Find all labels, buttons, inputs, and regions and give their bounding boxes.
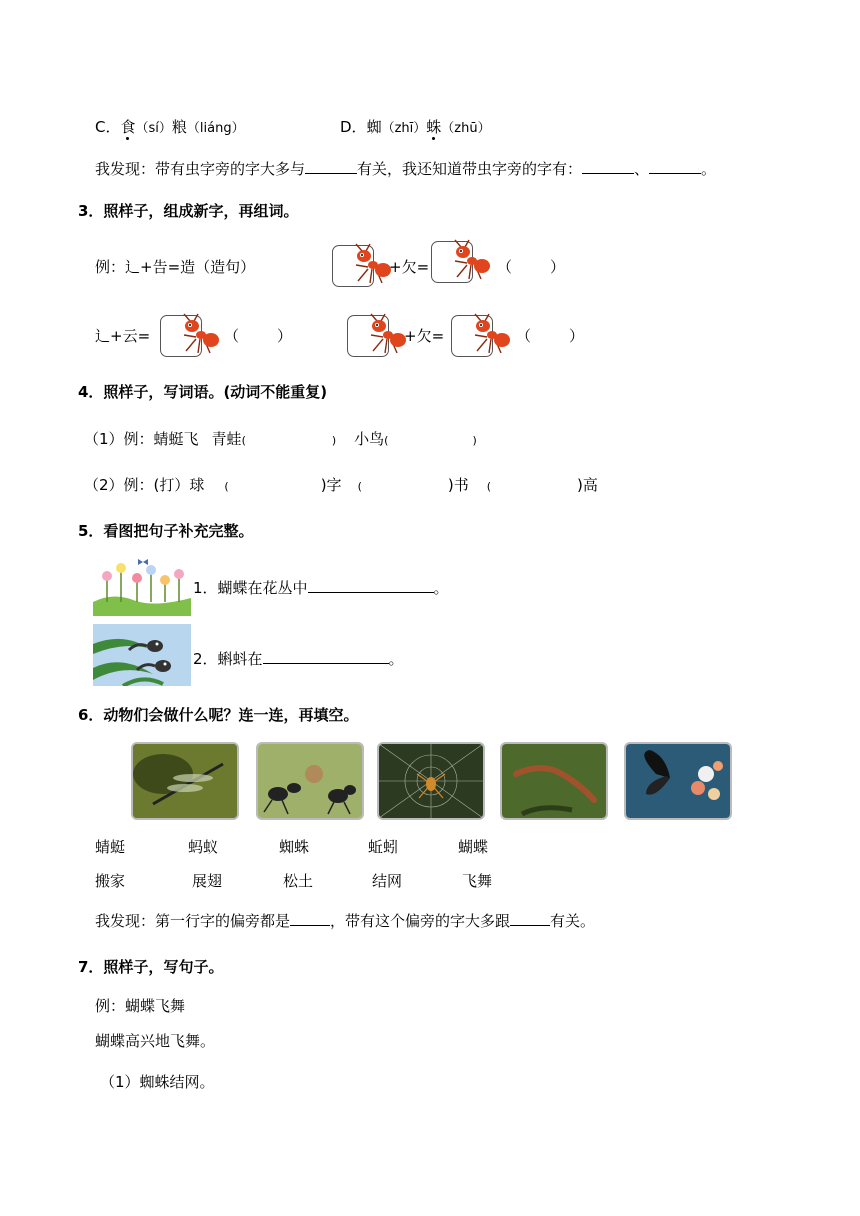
- q6-title: 6．动物们会做什么呢？连一连，再填空。: [78, 706, 359, 724]
- ants-photo: [256, 742, 364, 820]
- animal-word[interactable]: 蝴蝶: [458, 838, 489, 856]
- animal-word[interactable]: 蜻蜓: [95, 838, 126, 856]
- dragonfly-photo: [131, 742, 239, 820]
- plus-qian-label: +欠=: [404, 327, 445, 345]
- spider-photo: [377, 742, 485, 820]
- q3-title: 3．照样子，组成新字，再组词。: [78, 202, 299, 220]
- option-d: D．蜘（zhī）蛛（zhū）: [340, 118, 491, 136]
- q5-title: 5．看图把句子补充完整。: [78, 522, 254, 540]
- answer-blank[interactable]: [308, 578, 434, 593]
- answer-paren[interactable]: (: [357, 480, 362, 493]
- answer-paren[interactable]: （ ）: [516, 327, 585, 345]
- action-word[interactable]: 展翅: [192, 872, 223, 890]
- q7-title: 7．照样子，写句子。: [78, 958, 224, 976]
- ant-icon: [346, 243, 392, 287]
- action-word[interactable]: 搬家: [95, 872, 126, 890]
- answer-paren[interactable]: （ ）: [497, 258, 566, 276]
- answer-blank[interactable]: [290, 911, 330, 926]
- flower-field-image: [93, 558, 191, 616]
- action-word[interactable]: 结网: [372, 872, 403, 890]
- animal-word[interactable]: 蚯蚓: [368, 838, 399, 856]
- action-word[interactable]: 飞舞: [462, 872, 493, 890]
- ant-icon: [361, 313, 407, 357]
- plus-qian-label: +欠=: [389, 258, 430, 276]
- ant-icon: [465, 313, 511, 357]
- answer-paren[interactable]: （ ）: [224, 327, 293, 345]
- q4-line2: （2）例：(打）球 ( )字 ( )书 ( )高: [84, 476, 598, 494]
- q7-example-answer: 蝴蝶高兴地飞舞。: [95, 1032, 216, 1050]
- answer-paren[interactable]: ( ): [241, 434, 337, 447]
- earthworm-photo: [500, 742, 608, 820]
- answer-paren[interactable]: (: [224, 480, 229, 493]
- q3-row2-prefix: 辶+云=: [95, 327, 151, 345]
- answer-blank[interactable]: [582, 159, 634, 174]
- q6-discovery: 我发现：第一行字的偏旁都是 ，带有这个偏旁的字大多跟 有关。: [95, 912, 596, 930]
- q5-sentence-1: 1．蝴蝶在花丛中 。: [193, 579, 449, 597]
- animal-word[interactable]: 蜘蛛: [279, 838, 310, 856]
- q4-line1: （1）例：蜻蜓飞 青蛙( ) 小鸟( ): [84, 430, 477, 448]
- option-c: C．食（sí）粮（liáng）: [95, 118, 245, 136]
- answer-blank[interactable]: [649, 159, 701, 174]
- q5-sentence-2: 2．蝌蚪在 。: [193, 650, 404, 668]
- q2-discovery: 我发现：带有虫字旁的字大多与 有关，我还知道带虫字旁的字有： 、 。: [95, 160, 717, 178]
- ant-icon: [174, 313, 220, 357]
- q3-example: 例：辶+告=造（造句）: [95, 258, 256, 276]
- tadpole-image: [93, 624, 191, 686]
- q4-title: 4．照样子，写词语。(动词不能重复): [78, 383, 328, 401]
- q7-item-1: （1）蜘蛛结网。: [100, 1073, 215, 1091]
- butterfly-photo: [624, 742, 732, 820]
- answer-blank[interactable]: [305, 159, 357, 174]
- ant-icon: [445, 239, 491, 283]
- answer-paren[interactable]: ( ): [384, 434, 477, 447]
- animal-word[interactable]: 蚂蚁: [188, 838, 219, 856]
- action-word[interactable]: 松土: [283, 872, 314, 890]
- answer-blank[interactable]: [263, 649, 389, 664]
- answer-blank[interactable]: [510, 911, 550, 926]
- q7-example: 例：蝴蝶飞舞: [95, 997, 186, 1015]
- answer-paren[interactable]: (: [486, 480, 492, 493]
